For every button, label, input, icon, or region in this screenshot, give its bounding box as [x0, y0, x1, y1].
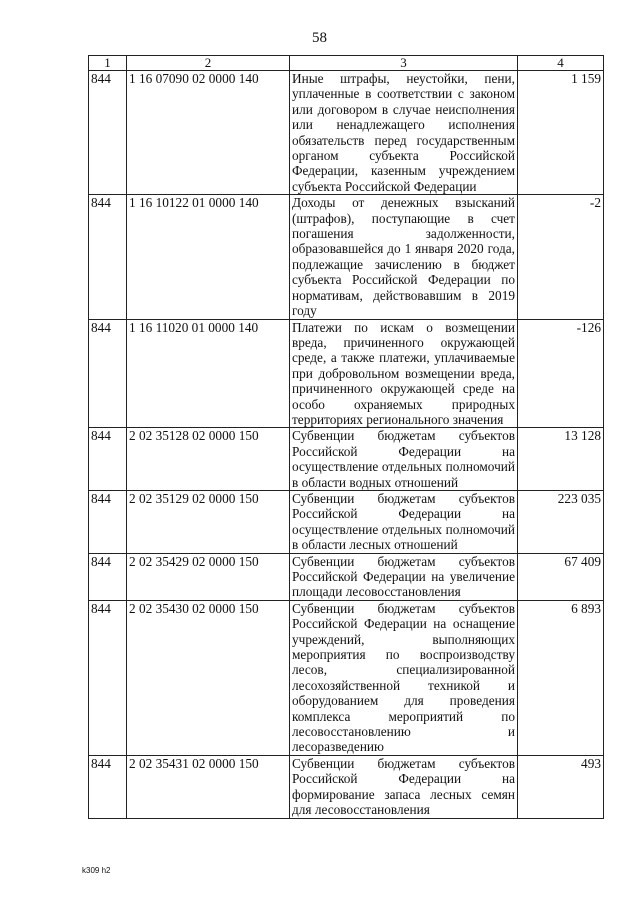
revenue-code-cell: 2 02 35429 02 0000 150	[127, 553, 290, 600]
admin-code-cell: 844	[89, 319, 127, 428]
amount-cell: 6 893	[518, 600, 604, 755]
table-row	[89, 428, 604, 491]
revenue-code-cell: 2 02 35430 02 0000 150	[127, 600, 290, 755]
table-row	[89, 755, 604, 818]
revenue-code-cell: 1 16 11020 01 0000 140	[127, 319, 290, 428]
admin-code-cell: 844	[89, 600, 127, 755]
column-header-1: 1	[89, 56, 127, 71]
revenue-code-cell: 1 16 07090 02 0000 140	[127, 71, 290, 195]
page-number: 58	[312, 30, 327, 46]
revenue-code-cell: 2 02 35128 02 0000 150	[127, 428, 290, 491]
amount-cell: -2	[518, 195, 604, 319]
description-cell: Доходы от денежных взысканий (штрафов), поступающие в счет погашения задолженности, образовавшейся до 1 января 2020 года, подлежащие зачислению в бюджет субъекта Российской Федерации по нормативам, действовавшим в 2019 году	[290, 195, 518, 319]
amount-cell: 13 128	[518, 428, 604, 491]
admin-code-cell: 844	[89, 553, 127, 600]
amount-cell: 1 159	[518, 71, 604, 195]
description-cell: Субвенции бюджетам субъектов Российской Федерации на осуществление отдельных полномочий в области лесных отношений	[290, 490, 518, 553]
admin-code-cell: 844	[89, 195, 127, 319]
budget-revenue-table	[88, 55, 604, 819]
amount-cell: 493	[518, 755, 604, 818]
description-cell: Платежи по искам о возмещении вреда, причиненного окружающей среде, а также платежи, уплачиваемые при добровольном возмещении вреда, причиненного окружающей среде на особо охраняемых природных территориях регионального значения	[290, 319, 518, 428]
table-header-row	[89, 56, 604, 71]
admin-code-cell: 844	[89, 71, 127, 195]
amount-cell: -126	[518, 319, 604, 428]
description-cell: Субвенции бюджетам субъектов Российской Федерации на увеличение площади лесовосстановления	[290, 553, 518, 600]
column-header-2: 2	[127, 56, 290, 71]
admin-code-cell: 844	[89, 755, 127, 818]
description-cell: Иные штрафы, неустойки, пени, уплаченные в соответствии с законом или договором в случае неисполнения или ненадлежащего исполнения обязательств перед государственным органом субъекта Российской Федерации, казенным учреждением субъекта Российской Федерации	[290, 71, 518, 195]
admin-code-cell: 844	[89, 428, 127, 491]
description-cell: Субвенции бюджетам субъектов Российской Федерации на оснащение учреждений, выполняющих мероприятия по воспроизводству лесов, специализированной лесохозяйственной техникой и оборудованием для проведения комплекса мероприятий по лесовосстановлению и лесоразведению	[290, 600, 518, 755]
revenue-code-cell: 2 02 35431 02 0000 150	[127, 755, 290, 818]
column-header-4: 4	[518, 56, 604, 71]
table-row	[89, 319, 604, 428]
document-footer-code: k309 h2	[82, 866, 111, 875]
table-row	[89, 600, 604, 755]
amount-cell: 67 409	[518, 553, 604, 600]
table-row	[89, 490, 604, 553]
column-header-3: 3	[290, 56, 518, 71]
amount-cell: 223 035	[518, 490, 604, 553]
admin-code-cell: 844	[89, 490, 127, 553]
table-row	[89, 553, 604, 600]
description-cell: Субвенции бюджетам субъектов Российской Федерации на осуществление отдельных полномочий в области водных отношений	[290, 428, 518, 491]
revenue-code-cell: 2 02 35129 02 0000 150	[127, 490, 290, 553]
description-cell: Субвенции бюджетам субъектов Российской Федерации на формирование запаса лесных семян для лесовосстановления	[290, 755, 518, 818]
table-row	[89, 71, 604, 195]
table-row	[89, 195, 604, 319]
revenue-code-cell: 1 16 10122 01 0000 140	[127, 195, 290, 319]
